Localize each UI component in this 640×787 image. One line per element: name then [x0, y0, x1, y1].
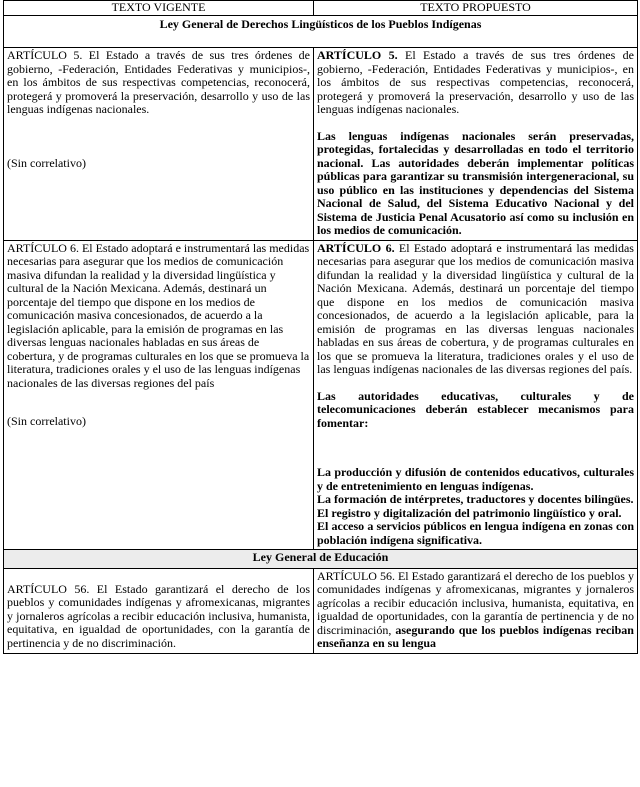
- art6-propuesto-heading: ARTÍCULO 6.: [317, 240, 395, 255]
- cell-propuesto-art6: [314, 240, 638, 550]
- art5-propuesto-body: El Estado a través de sus tres órdenes de gobierno, -Federación, Entidades Federativas y municipios-, en los ámbitos de sus respectivas competencias, reconocerá, protegerá y promoverá la preservación, desarrollo y uso de las lenguas indígenas nacionales.: [317, 48, 634, 116]
- art5-vigente-text: ARTÍCULO 5. El Estado a través de sus tres órdenes de gobierno, -Federación, Entidades Federativas y municipios-, en los ámbitos de sus respectivas competencias, reconocerá, protegerá y promoverá la preservación, desarrollo y uso de las lenguas indígenas nacionales.: [7, 48, 310, 116]
- header-texto-vigente: TEXTO VIGENTE: [4, 1, 314, 16]
- comparison-document: [3, 0, 637, 654]
- art5-vigente-sin-correlativo: (Sin correlativo): [7, 155, 86, 170]
- section-row: [4, 550, 638, 569]
- art6-list-item: La formación de intérpretes, traductores y docentes bilingües.: [317, 492, 634, 506]
- header-texto-propuesto: TEXTO PROPUESTO: [314, 1, 638, 16]
- art56-propuesto-addition: asegurando que los pueblos indígenas reciban enseñanza en su lengua: [317, 622, 634, 650]
- art6-vigente-text: ARTÍCULO 6. El Estado adoptará e instrumentará las medidas necesarias para asegurar que los medios de comunicación masiva difundan la realidad y la diversidad lingüística y cultural de la Nación Mexicana. Además, destinará un porcentaje del tiempo que dispone en los medios de comunicación masiva concesionados, de acuerdo a la legislación aplicable, para la emisión de programas en las diversas lenguas nacionales habladas en sus áreas de cobertura, y de programas culturales en los que se promueva la literatura, tradiciones orales y el uso de las lenguas indígenas nacionales de las diversas regiones del país: [7, 240, 310, 390]
- cell-vigente-art56: [4, 568, 314, 653]
- art6-propuesto-text: [317, 242, 634, 377]
- section-title-lgdlpi: Ley General de Derechos Lingüísticos de los Pueblos Indígenas: [4, 15, 638, 48]
- cell-propuesto-art56: [314, 568, 638, 653]
- cell-propuesto-art5: [314, 48, 638, 241]
- table-row: [4, 568, 638, 653]
- art5-propuesto-text: [317, 49, 634, 117]
- comparison-table: [3, 0, 638, 654]
- art56-vigente-text: ARTÍCULO 56. El Estado garantizará el derecho de los pueblos y comunidades indígenas y afromexicanas, migrantes y jornaleros agrícolas a recibir educación inclusiva, humanista, equitativa, en igualdad de oportunidades, con la garantía de pertinencia y de no discriminación.: [7, 581, 310, 650]
- cell-vigente-art6: [4, 240, 314, 550]
- table-row: [4, 48, 638, 241]
- cell-vigente-art5: [4, 48, 314, 241]
- art6-propuesto-addition: Las autoridades educativas, culturales y de telecomunicaciones deberán establecer mecanismos para fomentar:: [317, 388, 634, 430]
- art6-list-item: El registro y digitalización del patrimonio lingüístico y oral.: [317, 505, 622, 520]
- table-row: [4, 240, 638, 550]
- section-title-lge: Ley General de Educación: [4, 550, 638, 569]
- art6-propuesto-body: El Estado adoptará e instrumentará las medidas necesarias para asegurar que los medios de comunicación masiva difundan la realidad y la diversidad lingüística y cultural de la Nación Mexicana. Además, destinará un porcentaje del tiempo que dispone en los medios de comunicación masiva concesionados, de acuerdo a la legislación aplicable, para la emisión de programas en las diversas lenguas nacionales habladas en sus áreas de cobertura, y de programas culturales en los que se promueva la literatura, tradiciones orales y el uso de las lenguas indígenas nacionales de las diversas regiones del país.: [317, 240, 634, 376]
- art6-list-item: El acceso a servicios públicos en lengua indígena en zonas con población indígena significativa.: [317, 519, 634, 547]
- art6-list-item: La producción y difusión de contenidos educativos, culturales y de entretenimiento en lenguas indígenas.: [317, 465, 634, 493]
- art56-propuesto-text: [317, 570, 634, 651]
- section-row: [4, 15, 638, 48]
- art6-vigente-sin-correlativo: (Sin correlativo): [7, 414, 86, 428]
- art5-propuesto-addition: Las lenguas indígenas nacionales serán preservadas, protegidas, fortalecidas y desarrolladas en todo el territorio nacional. Las autoridades deberán implementar políticas públicas para garantizar su transmisión intergeneracional, su uso público en las instituciones y dependencias del Sistema Nacional de Salud, del Sistema Educativo Nacional y del Sistema de Justicia Penal Acusatorio así como su inclusión en los medios de comunicación.: [317, 128, 634, 237]
- art5-propuesto-heading: ARTÍCULO 5.: [317, 48, 398, 62]
- header-row: [4, 1, 638, 16]
- art56-propuesto-body: ARTÍCULO 56. El Estado garantizará el derecho de los pueblos y comunidades indígenas y afromexicanas, migrantes y jornaleros agrícolas a recibir educación inclusiva, humanista, equitativa, en igualdad de oportunidades, con la garantía de pertinencia y de no discriminación,: [317, 568, 634, 637]
